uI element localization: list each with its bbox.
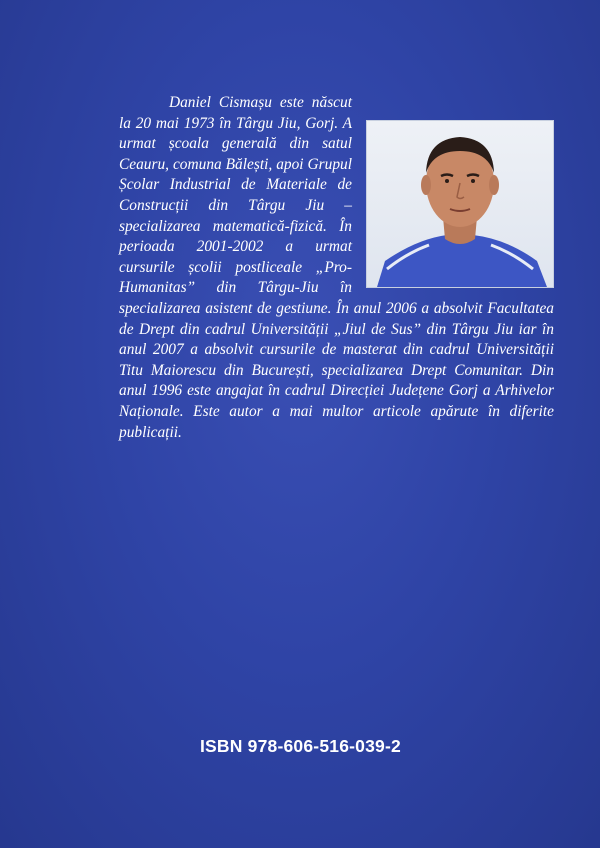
author-portrait-image <box>367 121 553 287</box>
author-photo <box>366 120 554 288</box>
bio-paragraph: Daniel Cismașu este născut la 20 mai 1973 în Târgu Jiu, Gorj. A urmat școala generală din satul Ceauru, comuna Bălești, apoi Grupul Școlar Industrial de Materiale de Construcții din Târgu Jiu – specializarea matematică-fizică. În perioada 2001-2002 a urmat cursurile școlii postliceale „Pro-Humanitas” din Târgu-Jiu în specializarea asistent de gestiune. În anul 2006 a absolvit Facultatea de Drept din cadrul Universității „Jiul de Sus” din Târgu Jiu iar în anul 2007 a absolvit cursurile de masterat din cadrul Universității Titu Maiorescu din București, specializarea Drept Comunitar. Din anul 1996 este angajat în cadrul Direcției Județene Gorj a Arhivelor Naționale. Este autor a mai multor articole apărute în diferite publicații. <box>119 94 554 441</box>
author-bio <box>119 93 554 443</box>
isbn-label: ISBN 978-606-516-039-2 <box>200 736 401 756</box>
